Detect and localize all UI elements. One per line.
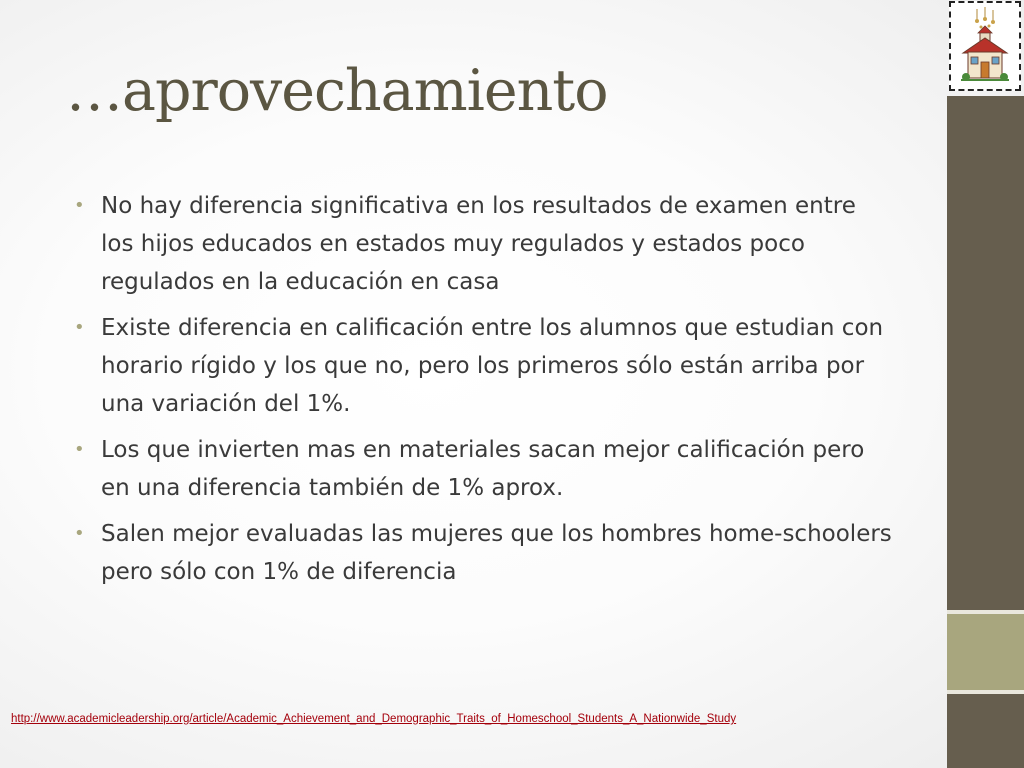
bullet-text: Los que invierten mas en materiales sacan mejor calificación pero en una diferencia también de 1% aprox. xyxy=(101,437,865,501)
source-link[interactable]: http://www.academicleadership.org/article/Academic_Achievement_and_Demographic_Traits_of_Homeschool_Students_A_Nationwide_Study xyxy=(11,713,737,725)
list-item xyxy=(72,309,892,423)
list-item xyxy=(72,515,892,591)
list-item xyxy=(72,431,892,507)
sidebar-accent-divider-bottom xyxy=(947,690,1024,694)
bullet-dot-icon: • xyxy=(74,195,85,216)
school-logo xyxy=(949,1,1021,91)
bullet-dot-icon: • xyxy=(74,317,85,338)
bullet-dot-icon: • xyxy=(74,439,85,460)
bullet-text: Salen mejor evaluadas las mujeres que los hombres home-schoolers pero sólo con 1% de diferencia xyxy=(101,521,892,585)
sidebar-accent-band xyxy=(947,614,1024,690)
bullet-text: No hay diferencia significativa en los resultados de examen entre los hijos educados en estados muy regulados y estados poco regulados en la educación en casa xyxy=(101,193,856,295)
slide-title: …aprovechamiento xyxy=(66,58,608,124)
schoolhouse-icon xyxy=(955,7,1015,85)
list-item xyxy=(72,187,892,301)
sidebar-strip xyxy=(947,96,1024,768)
bullet-dot-icon: • xyxy=(74,523,85,544)
bullet-list xyxy=(72,187,892,599)
bullet-text: Existe diferencia en calificación entre los alumnos que estudian con horario rígido y los que no, pero los primeros sólo están arriba por una variación del 1%. xyxy=(101,315,884,417)
